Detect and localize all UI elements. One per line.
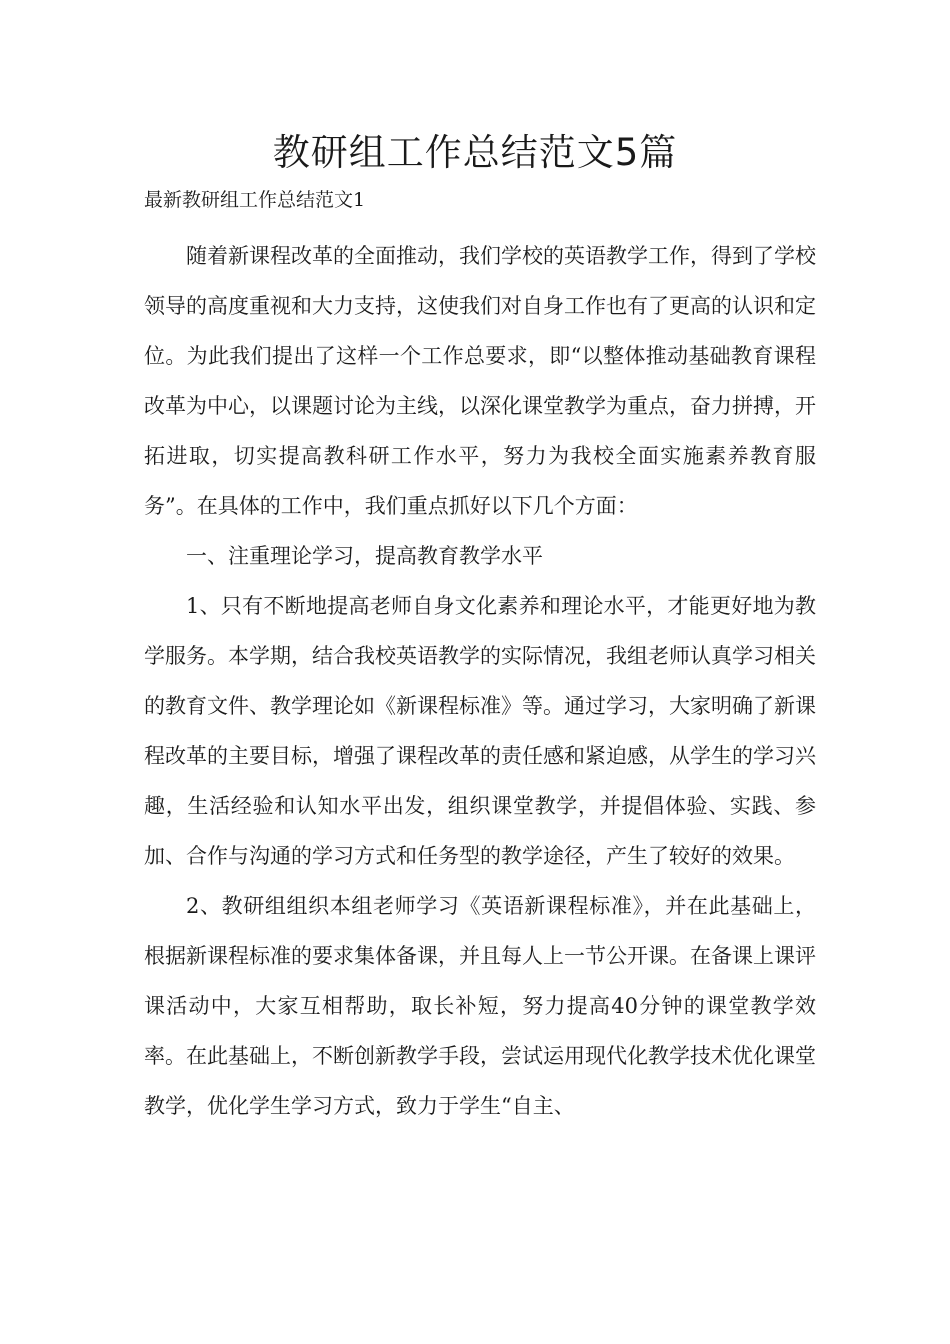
document-body — [144, 231, 816, 1131]
paragraph-item-2: 2、教研组组织本组老师学习《英语新课程标准》，并在此基础上，根据新课程标准的要求集体备课，并且每人上一节公开课。在备课上课评课活动中，大家互相帮助，取长补短，努力提高40分钟的课堂教学效率。在此基础上，不断创新教学手段，尝试运用现代化教学技术优化课堂教学，优化学生学习方式，致力于学生“自主、 — [144, 894, 816, 1118]
document-subtitle: 最新教研组工作总结范文1 — [144, 189, 366, 211]
paragraph-item-1: 1、只有不断地提高老师自身文化素养和理论水平，才能更好地为教学服务。本学期，结合我校英语教学的实际情况，我组老师认真学习相关的教育文件、教学理论如《新课程标准》等。通过学习，大家明确了新课程改革的主要目标，增强了课程改革的责任感和紧迫感，从学生的学习兴趣，生活经验和认知水平出发，组织课堂教学，并提倡体验、实践、参加、合作与沟通的学习方式和任务型的教学途径，产生了较好的效果。 — [144, 594, 816, 868]
paragraph-intro: 随着新课程改革的全面推动，我们学校的英语教学工作，得到了学校领导的高度重视和大力支持，这使我们对自身工作也有了更高的认识和定位。为此我们提出了这样一个工作总要求，即“以整体推动基础教育课程改革为中心，以课题讨论为主线，以深化课堂教学为重点，奋力拼搏，开拓进取，切实提高教科研工作水平，努力为我校全面实施素养教育服务”。在具体的工作中，我们重点抓好以下几个方面： — [144, 244, 816, 518]
section-heading: 一、注重理论学习，提高教育教学水平 — [186, 544, 543, 568]
document-title: 教研组工作总结范文5篇 — [272, 131, 678, 174]
